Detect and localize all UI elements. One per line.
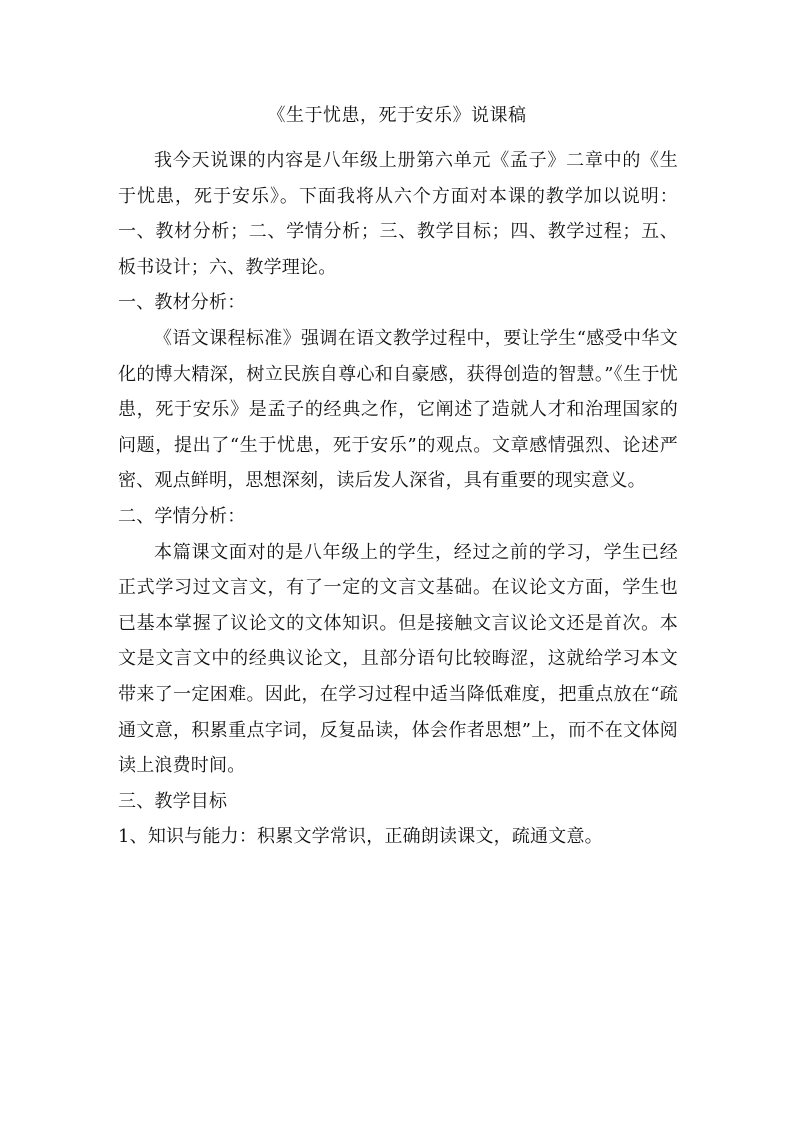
student-analysis-paragraph: 本篇课文面对的是八年级上的学生，经过之前的学习，学生已经正式学习过文言文，有了一定的文言文基础。在议论文方面，学生也已基本掌握了议论文的文体知识。但是接触文言议论文还是首次。本文是文言文中的经典议论文，且部分语句比较晦涩，这就给学习本文带来了一定困难。因此，在学习过程中适当降低难度，把重点放在“疏通文意，积累重点字词，反复品读，体会作者思想”上，而不在文体阅读上浪费时间。 — [118, 541, 678, 777]
textbook-analysis-paragraph: 《语文课程标准》强调在语文教学过程中，要让学生“感受中华文化的博大精深，树立民族自尊心和自豪感，获得创造的智慧。”《生于忧患，死于安乐》是孟子的经典之作，它阐述了造就人才和治理国家的问题，提出了“生于忧患，死于安乐”的观点。文章感情强烈、论述严密、观点鲜明，思想深刻，读后发人深省，具有重要的现实意义。 — [118, 327, 678, 492]
section-heading-student-analysis: 二、学情分析： — [118, 505, 246, 527]
section-heading-textbook-analysis: 一、教材分析： — [118, 292, 246, 314]
teaching-goal-item: 1、知识与能力：积累文学常识，正确朗读课文，疏通文意。 — [118, 826, 603, 848]
document-body — [118, 143, 678, 855]
intro-paragraph: 我今天说课的内容是八年级上册第六单元《孟子》二章中的《生于忧患，死于安乐》。下面我将从六个方面对本课的教学加以说明：一、教材分析；二、学情分析；三、教学目标；四、教学过程；五、板书设计；六、教学理论。 — [118, 150, 678, 278]
document-title: 《生于忧患，死于安乐》说课稿 — [267, 105, 527, 126]
section-heading-teaching-goals: 三、教学目标 — [118, 790, 228, 812]
